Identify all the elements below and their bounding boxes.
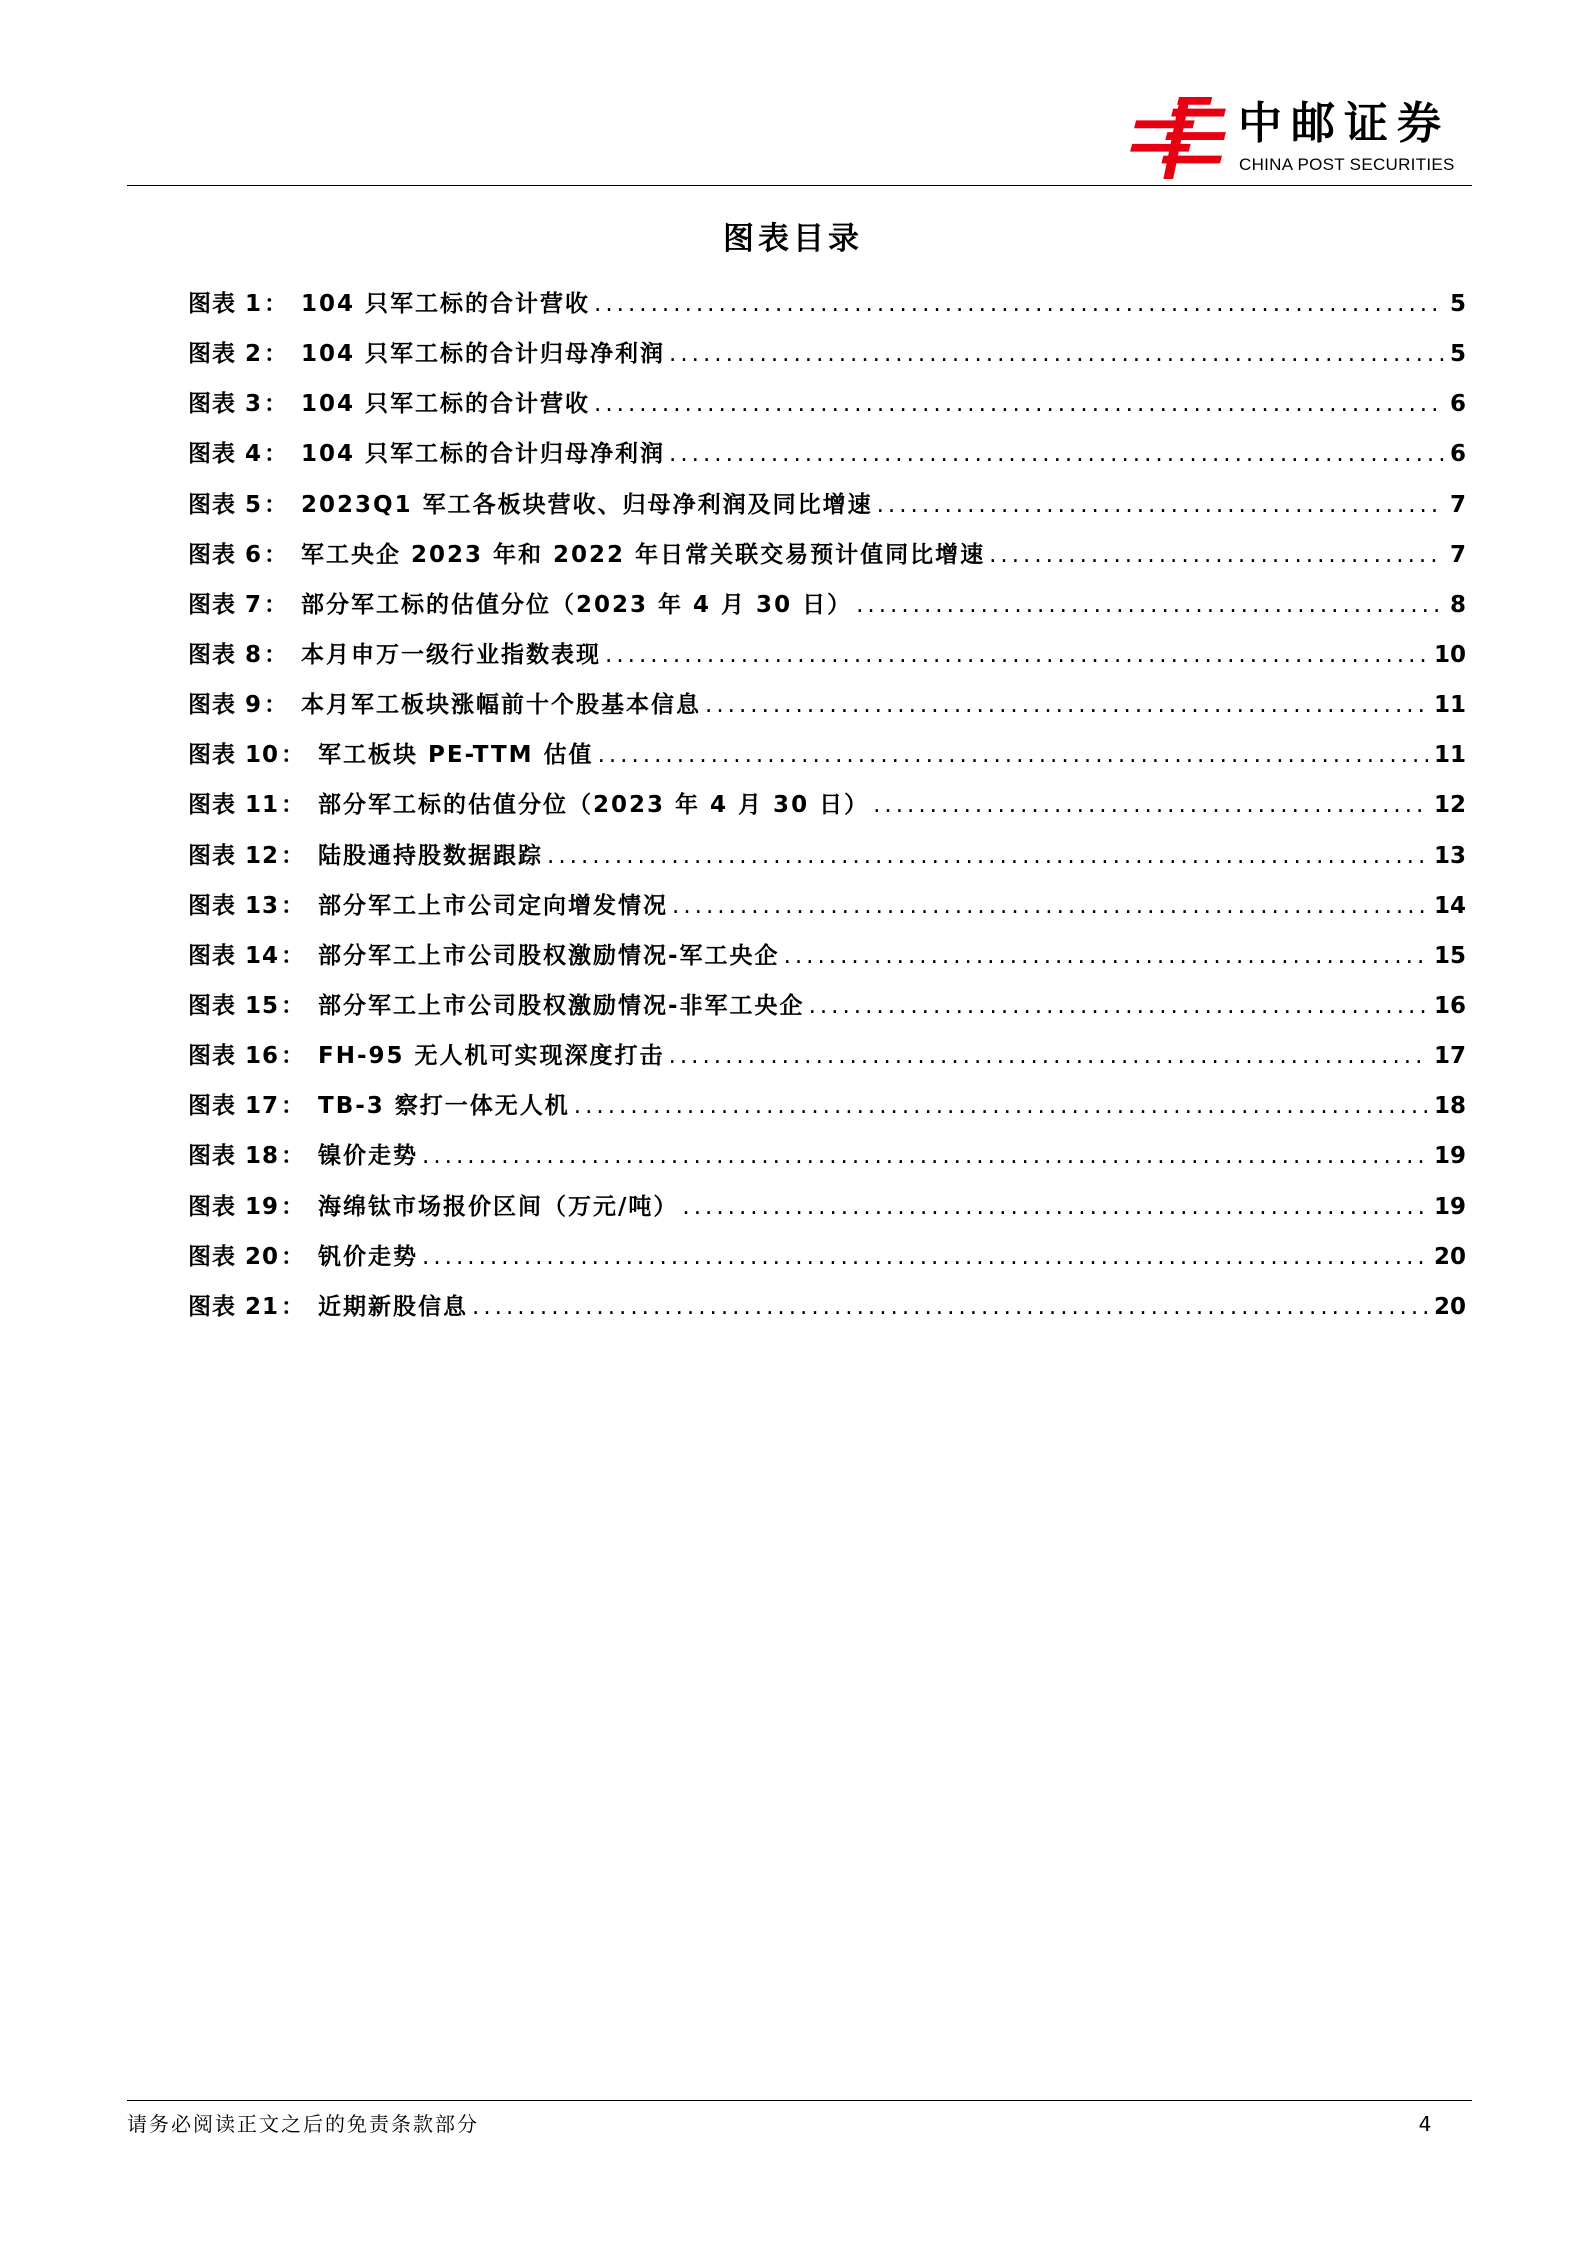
toc-entry-label: 图表 13: [188, 892, 280, 919]
toc-entry-label: 图表 18: [188, 1143, 280, 1170]
header-divider: [127, 185, 1472, 186]
toc-entry-label: 图表 1: [188, 291, 263, 317]
toc-entry-page: 11: [1433, 742, 1466, 769]
toc-entry-title: 部分军工上市公司股权激励情况-军工央企: [318, 942, 780, 969]
toc-entry[interactable]: 图表 1 ： 104 只军工标的合计营收 ..... 5: [188, 285, 1466, 335]
toc-entry-title: 104 只军工标的合计归母净利润: [301, 441, 666, 468]
page-number: 4: [1418, 2112, 1432, 2136]
toc-entry-page: 7: [1449, 491, 1466, 518]
toc-entry-label: 图表 12: [188, 842, 280, 869]
toc-entry-page: 16: [1433, 992, 1466, 1019]
toc-leader-dots: [809, 993, 1428, 1019]
toc-leader-dots: [669, 341, 1444, 367]
logo-chinese-name: 中邮证券: [1238, 98, 1450, 149]
toc-entry-page: 13: [1433, 842, 1466, 869]
toc-entry-page: 14: [1433, 892, 1466, 919]
toc-leader-dots: [574, 1093, 1428, 1119]
toc-leader-dots: [669, 441, 1444, 467]
toc-entry-page: 6: [1449, 441, 1466, 468]
toc-leader-dots: [682, 1194, 1428, 1220]
footer-divider: [127, 2100, 1472, 2101]
toc-entry-title: 海绵钛市场报价区间（万元/吨）: [318, 1193, 679, 1220]
toc-entry-label: 图表 3: [188, 391, 263, 418]
toc-title: 图表目录: [723, 221, 863, 257]
toc-entry-title: 部分军工上市公司股权激励情况-非军工央企: [318, 992, 805, 1019]
toc-entry-page: 10: [1433, 641, 1466, 668]
toc-entry-label: 图表 16: [188, 1043, 280, 1070]
toc-entry[interactable]: 图表 3 ： 104 只军工标的合计营收 ..... 6: [188, 385, 1466, 435]
toc-entry[interactable]: 图表 5 ： 2023Q1 军工各板块营收、归母净利润及同比增速 ..... 7: [188, 486, 1466, 536]
toc-entry-title: 近期新股信息: [318, 1293, 469, 1320]
toc-entry-page: 8: [1449, 591, 1466, 618]
toc-entry-label: 图表 4: [188, 441, 263, 468]
toc-entry-label: 图表 17: [188, 1093, 280, 1120]
toc-entry-title: 部分军工标的估值分位（2023 年 4 月 30 日）: [318, 792, 870, 819]
toc-entry-page: 5: [1449, 291, 1466, 317]
toc-entry-page: 5: [1449, 341, 1466, 368]
toc-entry-title: 部分军工上市公司定向增发情况: [318, 892, 669, 919]
toc-entry[interactable]: 图表 12 ： 陆股通持股数据跟踪 ..... 13: [188, 837, 1466, 887]
toc-entry[interactable]: 图表 17 ： TB-3 察打一体无人机 ..... 18: [188, 1087, 1466, 1137]
toc-entry-title: 本月申万一级行业指数表现: [301, 641, 602, 668]
toc-leader-dots: [705, 692, 1428, 718]
toc-entry[interactable]: 图表 11 ： 部分军工标的估值分位（2023 年 4 月 30 日） ..... 12: [188, 786, 1466, 836]
toc-entry-page: 20: [1433, 1243, 1466, 1270]
toc-entry-label: 图表 5: [188, 491, 263, 518]
toc-entry[interactable]: 图表 16 ： FH-95 无人机可实现深度打击 ..... 17: [188, 1037, 1466, 1087]
toc-entry-page: 7: [1449, 541, 1466, 568]
toc-entry[interactable]: 图表 4 ： 104 只军工标的合计归母净利润 ..... 6: [188, 435, 1466, 485]
toc-entry[interactable]: 图表 8 ： 本月申万一级行业指数表现 ..... 10: [188, 636, 1466, 686]
toc-entry-label: 图表 19: [188, 1193, 280, 1220]
toc-entry-title: 军工央企 2023 年和 2022 年日常关联交易预计值同比增速: [301, 541, 986, 568]
toc-entry-title: 部分军工标的估值分位（2023 年 4 月 30 日）: [301, 591, 853, 618]
toc-leader-dots: [856, 592, 1444, 618]
toc-entry-label: 图表 10: [188, 742, 280, 769]
toc-entry-label: 图表 8: [188, 641, 263, 668]
toc-leader-dots: [784, 943, 1428, 969]
toc-entry-label: 图表 2: [188, 341, 263, 368]
toc-entry[interactable]: 图表 14 ： 部分军工上市公司股权激励情况-军工央企 ..... 15: [188, 937, 1466, 987]
toc-entry-title: 陆股通持股数据跟踪: [318, 842, 544, 869]
toc-entry-label: 图表 7: [188, 591, 263, 618]
toc-entry-title: 本月军工板块涨幅前十个股基本信息: [301, 692, 702, 719]
toc-leader-dots: [472, 1294, 1428, 1320]
toc-entry-title: 钒价走势: [318, 1243, 419, 1270]
toc-leader-dots: [547, 843, 1428, 869]
toc-leader-dots: [989, 542, 1444, 568]
toc-entry-page: 19: [1433, 1193, 1466, 1220]
logo-english-name: CHINA POST SECURITIES: [1239, 155, 1455, 174]
toc-entry-label: 图表 21: [188, 1293, 280, 1320]
toc-entry[interactable]: 图表 15 ： 部分军工上市公司股权激励情况-非军工央企 ..... 16: [188, 987, 1466, 1037]
toc-leader-dots: [877, 492, 1444, 518]
toc-entry-page: 19: [1433, 1143, 1466, 1170]
toc-leader-dots: [422, 1244, 1428, 1270]
toc-entry-title: 2023Q1 军工各板块营收、归母净利润及同比增速: [301, 491, 873, 518]
toc-leader-dots: [594, 291, 1444, 317]
toc-leader-dots: [594, 391, 1444, 417]
toc-entry[interactable]: 图表 6 ： 军工央企 2023 年和 2022 年日常关联交易预计值同比增速 ..... 7: [188, 536, 1466, 586]
toc-leader-dots: [873, 792, 1428, 818]
toc-entry-title: TB-3 察打一体无人机: [318, 1093, 570, 1120]
toc-entry-label: 图表 15: [188, 992, 280, 1019]
page-header: [127, 95, 1472, 185]
footer-disclaimer: 请务必阅读正文之后的免责条款部分: [127, 2112, 479, 2136]
toc-entry[interactable]: 图表 2 ： 104 只军工标的合计归母净利润 ..... 5: [188, 335, 1466, 385]
toc-entry[interactable]: 图表 13 ： 部分军工上市公司定向增发情况 ..... 14: [188, 887, 1466, 937]
toc-entry-title: 军工板块 PE-TTM 估值: [318, 742, 594, 769]
toc-entry[interactable]: 图表 19 ： 海绵钛市场报价区间（万元/吨） ..... 19: [188, 1188, 1466, 1238]
toc-entry-label: 图表 11: [188, 792, 280, 819]
toc-entry-label: 图表 20: [188, 1243, 280, 1270]
toc-leader-dots: [422, 1143, 1428, 1169]
toc-leader-dots: [669, 1043, 1428, 1069]
toc-entry-page: 18: [1433, 1093, 1466, 1120]
toc-entry[interactable]: 图表 18 ： 镍价走势 ..... 19: [188, 1137, 1466, 1187]
toc-leader-dots: [605, 642, 1428, 668]
toc-entry-page: 17: [1433, 1043, 1466, 1070]
toc-list: [188, 285, 1466, 1338]
toc-entry-title: 104 只军工标的合计营收: [301, 291, 591, 317]
toc-entry-page: 15: [1433, 942, 1466, 969]
toc-entry-title: 镍价走势: [318, 1143, 419, 1170]
toc-entry-page: 12: [1433, 792, 1466, 819]
toc-entry-page: 11: [1433, 692, 1466, 719]
toc-entry-label: 图表 14: [188, 942, 280, 969]
toc-entry-page: 20: [1433, 1293, 1466, 1320]
toc-entry[interactable]: 图表 7 ： 部分军工标的估值分位（2023 年 4 月 30 日） ..... 8: [188, 586, 1466, 636]
toc-entry-page: 6: [1449, 391, 1466, 418]
toc-entry-label: 图表 6: [188, 541, 263, 568]
toc-entry-title: 104 只军工标的合计营收: [301, 391, 591, 418]
toc-entry-label: 图表 9: [188, 692, 263, 719]
toc-entry-title: 104 只军工标的合计归母净利润: [301, 341, 666, 368]
china-post-logo-icon: [1130, 95, 1228, 181]
toc-leader-dots: [672, 893, 1428, 919]
toc-leader-dots: [598, 742, 1428, 768]
toc-entry-title: FH-95 无人机可实现深度打击: [318, 1043, 665, 1070]
toc-entry[interactable]: 图表 9 ： 本月军工板块涨幅前十个股基本信息 ..... 11: [188, 686, 1466, 736]
toc-entry[interactable]: 图表 20 ： 钒价走势 ..... 20: [188, 1238, 1466, 1288]
toc-entry[interactable]: 图表 21 ： 近期新股信息 ..... 20: [188, 1288, 1466, 1338]
toc-entry[interactable]: 图表 10 ： 军工板块 PE-TTM 估值 ..... 11: [188, 736, 1466, 786]
